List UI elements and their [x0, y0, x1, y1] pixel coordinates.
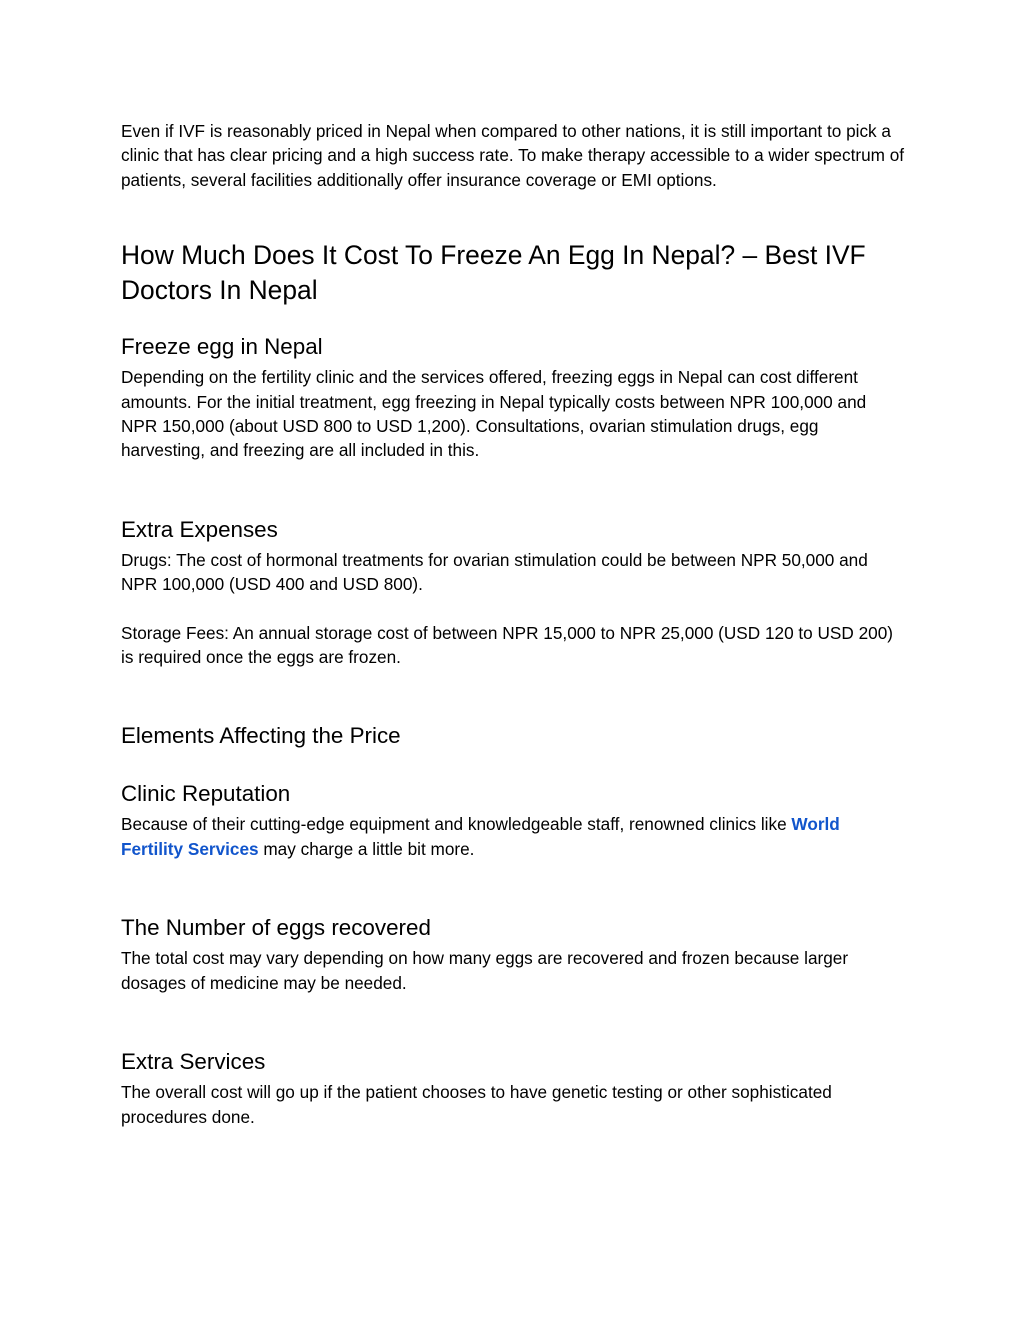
drugs-paragraph: Drugs: The cost of hormonal treatments for ovarian stimulation could be between NPR 50,000 and NPR 100,000 (USD 400 and USD 800).: [121, 549, 868, 595]
clinic-reputation-text-after: may charge a little bit more.: [258, 838, 475, 859]
main-heading: How Much Does It Cost To Freeze An Egg In Nepal? – Best IVF Doctors In Nepal: [121, 240, 866, 306]
storage-fees-paragraph: Storage Fees: An annual storage cost of between NPR 15,000 to NPR 25,000 (USD 120 to USD 200) is required once the eggs are frozen.: [121, 622, 893, 668]
clinic-reputation-heading: Clinic Reputation: [121, 781, 291, 807]
extra-expenses-heading: Extra Expenses: [121, 516, 278, 542]
clinic-reputation-paragraph: [121, 812, 905, 861]
elements-affecting-heading: Elements Affecting the Price: [121, 723, 401, 749]
freeze-egg-paragraph: Depending on the fertility clinic and the services offered, freezing eggs in Nepal can cost different amounts. For the initial treatment, egg freezing in Nepal typically costs between NPR 100,000 and NPR 150,000 (about USD 800 to USD 1,200). Consultations, ovarian stimulation drugs, egg harvesting, and freezing are all included in this.: [121, 367, 867, 461]
world-fertility-services-link[interactable]: World Fertility Services: [121, 814, 840, 859]
extra-services-heading: Extra Services: [121, 1049, 266, 1075]
extra-services-paragraph: The overall cost will go up if the patient chooses to have genetic testing or other sophisticated procedures done.: [121, 1082, 832, 1127]
document-page: [121, 119, 905, 1129]
eggs-recovered-paragraph: The total cost may vary depending on how many eggs are recovered and frozen because larger dosages of medicine may be needed.: [121, 948, 849, 993]
eggs-recovered-heading: The Number of eggs recovered: [121, 915, 431, 941]
clinic-reputation-text-before: Because of their cutting-edge equipment and knowledgeable staff, renowned clinics like: [121, 814, 792, 835]
freeze-egg-heading: Freeze egg in Nepal: [121, 334, 323, 360]
intro-paragraph: Even if IVF is reasonably priced in Nepal when compared to other nations, it is still important to pick a clinic that has clear pricing and a high success rate. To make therapy accessible to a wider spectrum of patients, several facilities additionally offer insurance coverage or EMI options.: [121, 121, 905, 190]
